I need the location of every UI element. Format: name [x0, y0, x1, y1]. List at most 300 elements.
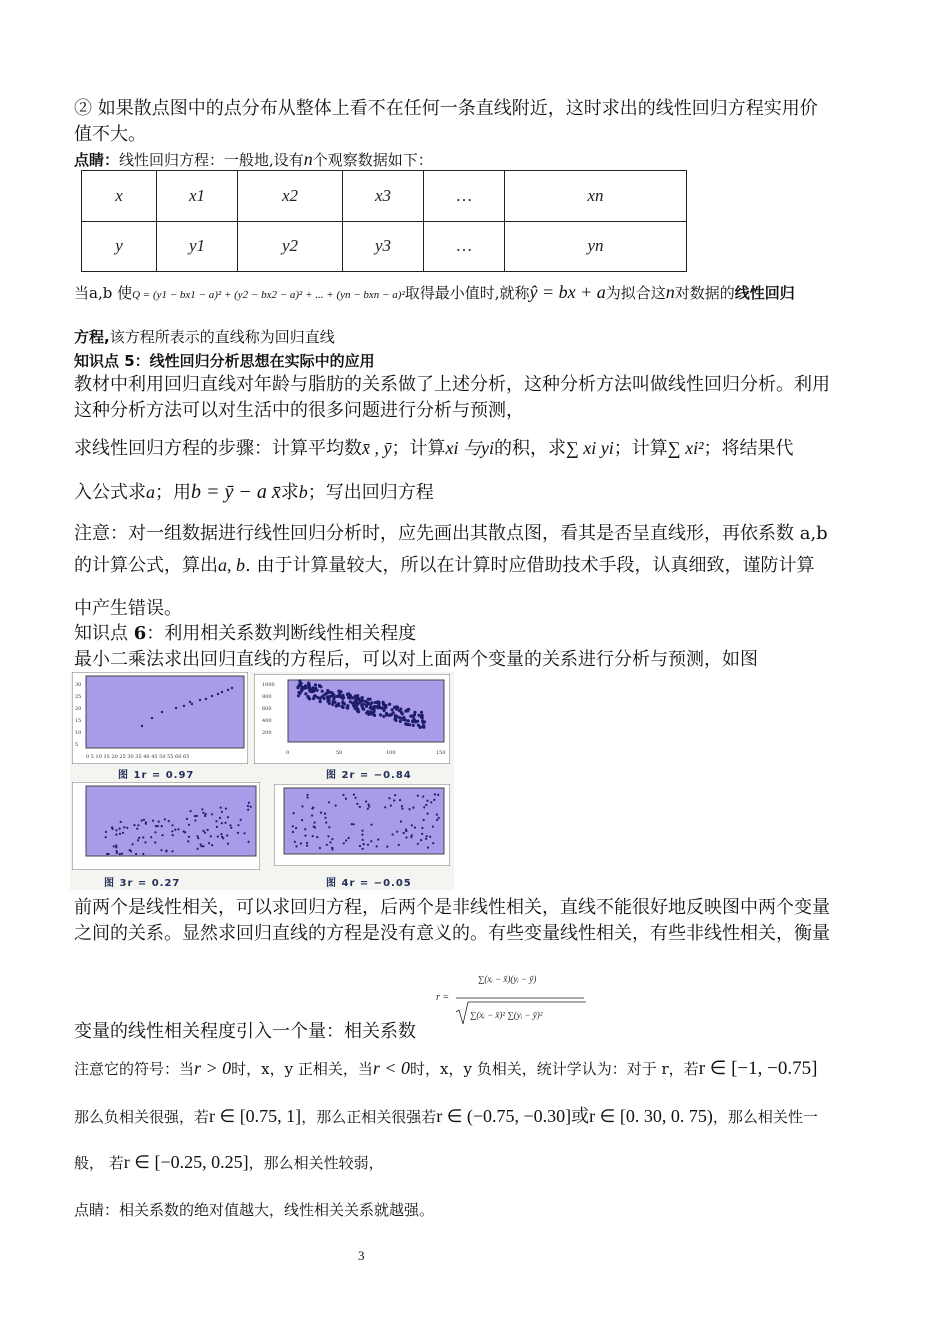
scatter-point [331, 703, 334, 706]
table-cell: x1 [157, 171, 238, 222]
scatter-point [392, 711, 395, 714]
tick-label: 30 [75, 682, 82, 688]
scatter-point [412, 724, 415, 727]
scatter-point [437, 794, 439, 796]
scatter-point [230, 827, 232, 829]
formula-means: x̄ , ȳ [362, 438, 392, 458]
scatter-point [145, 823, 147, 825]
scatter-point [327, 835, 329, 837]
scatter-point [116, 850, 118, 852]
scatter-point [386, 846, 388, 848]
scatter-point [407, 719, 410, 722]
scatter-point [423, 819, 425, 821]
text: 注意它的符号：当 [74, 1060, 195, 1078]
scatter-point [360, 697, 363, 700]
definition-line [74, 282, 795, 305]
scatter-point [356, 694, 359, 697]
paragraph-line: 变量的线性相关程度引入一个量：相关系数 [74, 1021, 416, 1042]
scatter-point [189, 701, 191, 703]
scatter-point [296, 686, 299, 689]
svg-text:r =: r = [436, 992, 450, 1003]
scatter-point [434, 793, 436, 795]
scatter-point [367, 808, 369, 810]
scatter-point [346, 693, 349, 696]
scatter-point [323, 697, 326, 700]
scatter-point [351, 696, 354, 699]
scatter-point [401, 805, 403, 807]
scatter-point [326, 695, 329, 698]
text: ：利用相关系数判断线性相关程度 [146, 623, 417, 644]
scatter-point [197, 848, 199, 850]
figure-caption: 图 4r = −0.05 [326, 878, 412, 889]
scatter-point [329, 695, 332, 698]
scatter-point [123, 826, 125, 828]
scatter-point [171, 850, 173, 852]
scatter-point [142, 853, 144, 855]
formula-r-graphic [434, 962, 590, 1032]
scatter-point [436, 819, 438, 821]
scatter-point [343, 842, 345, 844]
var-n: n [303, 149, 313, 169]
tick-label: 5 [75, 742, 79, 748]
figure-caption: 图 3r = 0.27 [104, 878, 181, 889]
scatter-point [133, 824, 135, 826]
scatter-point [204, 815, 206, 817]
scatter-point [354, 699, 357, 702]
text: ；计算 [391, 438, 446, 459]
scatter-point [377, 839, 379, 841]
term-bold: 线性回归 [734, 284, 795, 302]
scatter-point [429, 836, 431, 838]
scatter-point [421, 721, 424, 724]
scatter-point [349, 700, 352, 703]
scatter-point [171, 824, 173, 826]
x-tick-labels: 0 5 10 15 20 25 30 35 40 45 50 55 60 65 [86, 754, 190, 760]
scatter-point [368, 805, 370, 807]
scatter-point [132, 843, 134, 845]
scatter-point [201, 808, 203, 810]
text: . 由于计算量较大，所以在计算时应借助技术手段，认真细致，谨防计算 [245, 555, 815, 576]
scatter-point [194, 819, 196, 821]
var-b: b [298, 482, 308, 502]
note-text: 线性回归方程：一般地,设有 [119, 151, 304, 169]
scatter-point [414, 720, 417, 723]
scatter-point [393, 799, 395, 801]
scatter-point [422, 796, 424, 798]
paragraph-line: 最小二乘法求出回归直线的方程后，可以对上面两个变量的关系进行分析与预测，如图 [74, 649, 758, 670]
scatter-point [384, 806, 386, 808]
scatter-point [306, 845, 308, 847]
scatter-point [417, 724, 420, 727]
scatter-point [384, 706, 387, 709]
scatter-point [316, 836, 318, 838]
text: 的积，求 [493, 438, 566, 459]
scatter-point [247, 805, 249, 807]
scatter-point [319, 700, 322, 703]
scatter-plot-2 [254, 674, 450, 764]
scatter-point [362, 848, 364, 850]
scatter-point [400, 820, 402, 822]
steps-line [74, 436, 794, 461]
scatter-point [365, 711, 368, 714]
note-label: 点睛： [74, 1201, 120, 1219]
scatter-point [312, 835, 314, 837]
scatter-point [361, 704, 364, 707]
scatter-point [314, 822, 316, 824]
scatter-point [231, 687, 233, 689]
scatter-point [199, 699, 201, 701]
scatter-point [376, 701, 379, 704]
figure-caption: 图 1r = 0.97 [118, 770, 195, 781]
tick-label: 100 [386, 750, 396, 756]
condition-r-pos: r > 0 [194, 1058, 232, 1078]
scatter-point [154, 831, 156, 833]
formula-xi-yi: xi 与yi [445, 438, 494, 458]
scatter-point [221, 822, 223, 824]
text: 求 [280, 482, 299, 503]
sign-line [74, 1106, 818, 1127]
scatter-point [174, 829, 176, 831]
tick-label: 1000 [262, 682, 275, 688]
scatter-point [121, 853, 123, 855]
scatter-point [211, 695, 213, 697]
scatter-point [304, 835, 306, 837]
tick-label: 50 [336, 750, 343, 756]
scatter-point [338, 694, 341, 697]
scatter-point [190, 810, 192, 812]
scatter-point [154, 841, 156, 843]
term-bold: 方程, [74, 328, 110, 346]
tick-label: 400 [262, 718, 272, 724]
section-heading [74, 622, 416, 646]
scatter-point [352, 704, 355, 707]
scatter-point [357, 698, 360, 701]
scatter-point [115, 844, 117, 846]
table-cell: y2 [238, 221, 343, 272]
svg-text:∑(xᵢ − x̄)² ∑(yᵢ − ȳ)²: ∑(xᵢ − x̄)² ∑(yᵢ − ȳ)² [470, 1010, 543, 1020]
scatter-point [420, 711, 423, 714]
scatter-point [345, 839, 347, 841]
scatter-point [388, 714, 391, 717]
scatter-point [142, 836, 144, 838]
scatter-point [314, 694, 317, 697]
scatter-point [211, 813, 213, 815]
text: 求线性回归方程的步骤：计算平均数 [74, 438, 362, 459]
scatter-point [423, 806, 425, 808]
paragraph-line: 这种分析方法可以对生活中的很多问题进行分析与预测， [74, 400, 524, 421]
scatter-point [115, 834, 117, 836]
scatter-point [348, 837, 350, 839]
scatter-point [292, 825, 294, 827]
scatter-plot-1 [72, 672, 248, 764]
scatter-point [129, 849, 131, 851]
scatter-point [367, 698, 370, 701]
scatter-point [361, 834, 363, 836]
scatter-point [390, 805, 392, 807]
tick-label: 150 [436, 750, 446, 756]
scatter-point [401, 808, 403, 810]
scatter-point [210, 835, 212, 837]
paragraph-line: 前两个是线性相关，可以求回归方程，后两个是非线性相关，直线不能很好地反映图中两个变量 [74, 897, 830, 918]
scatter-point [188, 836, 190, 838]
scatter-point [394, 794, 396, 796]
scatter-point [137, 824, 139, 826]
scatter-point [237, 824, 239, 826]
text: ；用 [155, 482, 191, 503]
scatter-point [205, 813, 207, 815]
condition-r-neg: r < 0 [372, 1058, 411, 1078]
scatter-point [299, 692, 302, 695]
paragraph-line [74, 553, 814, 578]
scatter-point [240, 819, 242, 821]
scatter-point [417, 795, 419, 797]
scatter-point [300, 688, 303, 691]
table-cell: y [82, 221, 157, 272]
scatter-point [326, 844, 328, 846]
formula-sum-xy: ∑ xi yi [565, 438, 614, 458]
scatter-point [421, 833, 423, 835]
text: 为拟合这 [605, 284, 666, 302]
scatter-point [243, 832, 245, 834]
scatter-point [432, 826, 434, 828]
scatter-point [320, 812, 322, 814]
scatter-point [161, 825, 163, 827]
scatter-point [183, 705, 185, 707]
scatter-point [295, 827, 297, 829]
scatter-point [436, 814, 438, 816]
scatter-point [332, 700, 335, 703]
scatter-point [202, 812, 204, 814]
scatter-point [250, 806, 252, 808]
formula-yhat: ŷ = bx + a [529, 282, 606, 302]
scatter-point [356, 708, 359, 711]
table-cell: … [424, 171, 505, 222]
scatter-point [144, 841, 146, 843]
scatter-point [311, 814, 313, 816]
text: ，那么相关性较弱， [248, 1154, 384, 1172]
scatter-point [363, 843, 365, 845]
scatter-point [321, 690, 324, 693]
var-a: a [146, 482, 155, 502]
text: ；计算 [613, 438, 668, 459]
scatter-point [306, 842, 308, 844]
scatter-point [105, 831, 107, 833]
scatter-point [295, 845, 297, 847]
text: 该方程所表示的直线称为回归直线 [109, 328, 335, 346]
scatter-point [432, 842, 434, 844]
scatter-point [382, 701, 385, 704]
scatter-point [141, 819, 143, 821]
scatter-point [126, 827, 128, 829]
scatter-point [379, 706, 382, 709]
scatter-point [324, 817, 326, 819]
scatter-point [215, 820, 217, 822]
scatter-point [337, 704, 340, 707]
table-cell: x3 [343, 171, 424, 222]
scatter-point [392, 833, 394, 835]
scatter-point [328, 801, 330, 803]
scatter-point [229, 824, 231, 826]
scatter-point [304, 828, 306, 830]
scatter-point [151, 717, 153, 719]
scatter-point [227, 843, 229, 845]
scatter-point [119, 828, 121, 830]
scatter-point [341, 701, 344, 704]
scatter-point [405, 830, 407, 832]
scatter-point [220, 833, 222, 835]
scatter-point [426, 800, 428, 802]
scatter-point [319, 847, 321, 849]
tick-label: 15 [75, 718, 82, 724]
tick-label: 25 [75, 694, 82, 700]
scatter-point [364, 700, 367, 703]
scatter-point [150, 836, 152, 838]
scatter-point [422, 726, 425, 729]
paragraph-line: 注意：对一组数据进行线性回归分析时，应先画出其散点图，看其是否呈直线形，再依系数 a,b [74, 523, 828, 544]
observation-table [81, 170, 687, 272]
scatter-point [297, 694, 300, 697]
scatter-point [191, 703, 193, 705]
scatter-point [308, 690, 311, 693]
scatter-point [421, 827, 423, 829]
range-strong-negative: r ∈ [−1, −0.75] [698, 1058, 818, 1079]
table-cell: … [424, 221, 505, 272]
scatter-point [135, 853, 137, 855]
scatter-point [227, 689, 229, 691]
scatter-point [420, 839, 422, 841]
scatter-point [411, 719, 414, 722]
scatter-point [355, 797, 357, 799]
scatter-point [119, 833, 121, 835]
figure-caption: 图 2r = −0.84 [326, 770, 412, 781]
paragraph-line: ② 如果散点图中的点分布从整体上看不在任何一条直线附近，这时求出的线性回归方程实用价 [74, 98, 818, 119]
scatter-point [427, 813, 429, 815]
scatter-point [362, 839, 364, 841]
scatter-point [141, 725, 143, 727]
range-strong-positive: r ∈ [0.75, 1] [209, 1106, 302, 1126]
scatter-point [411, 824, 413, 826]
table-cell: y3 [343, 221, 424, 272]
scatter-point [342, 706, 345, 709]
scatter-point [314, 683, 317, 686]
scatter-point [438, 817, 440, 819]
scatter-point [425, 838, 427, 840]
scatter-point [138, 837, 140, 839]
scatter-point [221, 691, 223, 693]
table-row [82, 221, 687, 272]
scatter-point [417, 843, 419, 845]
text: 那么负相关很强，若 [74, 1108, 210, 1126]
text: 对数据的 [674, 284, 735, 302]
scatter-point [335, 804, 337, 806]
scatter-point [427, 847, 429, 849]
formula-sum-x2: ∑ xi² [667, 438, 704, 458]
scatter-point [115, 846, 117, 848]
text: 入公式求 [74, 482, 146, 503]
scatter-point [369, 710, 372, 713]
tick-label: 20 [75, 706, 82, 712]
scatter-point [188, 824, 190, 826]
scatter-point [205, 698, 207, 700]
paragraph-line: 中产生错误。 [74, 598, 182, 619]
scatter-point [186, 818, 188, 820]
scatter-point [325, 821, 327, 823]
definition-line [74, 327, 335, 347]
scatter-point [367, 844, 369, 846]
var-ab: a, b [218, 555, 245, 575]
scatter-point [306, 794, 308, 796]
scatter-point [382, 715, 385, 718]
paragraph-line: 之间的关系。显然求回归直线的方程是没有意义的。有些变量线性相关，有些非线性相关，衡量 [74, 923, 830, 944]
scatter-point [356, 803, 358, 805]
var-n: n [665, 282, 675, 302]
scatter-point [164, 818, 166, 820]
scatter-point [324, 813, 326, 815]
formula-b: b = ȳ − a x̄ [191, 481, 281, 503]
scatter-point [200, 843, 202, 845]
scatter-point [161, 711, 163, 713]
text: 知识点 [74, 623, 134, 644]
scatter-point [220, 807, 222, 809]
scatter-point [137, 839, 139, 841]
page-number: 3 [358, 1248, 365, 1263]
scatter-point [293, 812, 295, 814]
scatter-point [370, 840, 372, 842]
scatter-point [248, 841, 250, 843]
scatter-point [301, 805, 303, 807]
range-moderate: r ∈ (−0.75, −0.30]或r ∈ [0. 30, 0. 75) [436, 1106, 713, 1126]
scatter-point [168, 820, 170, 822]
range-weak: r ∈ [−0.25, 0.25] [123, 1152, 249, 1172]
scatter-point [111, 826, 113, 828]
scatter-point [207, 829, 209, 831]
note-text: 相关系数的绝对值越大，线性相关关系就越强。 [119, 1201, 435, 1219]
scatter-point [221, 836, 223, 838]
scatter-point [196, 815, 198, 817]
scatter-point [221, 811, 223, 813]
scatter-point [202, 830, 204, 832]
scatter-point [106, 853, 108, 855]
scatter-point [115, 829, 117, 831]
scatter-point [328, 702, 331, 705]
scatter-point [202, 845, 204, 847]
scatter-point [294, 841, 296, 843]
paragraph-line: 教材中利用回归直线对年龄与脂肪的关系做了上述分析，这种分析方法叫做线性回归分析。利用 [74, 374, 830, 395]
scatter-point [351, 823, 353, 825]
scatter-point [331, 838, 333, 840]
sign-line [74, 1058, 817, 1079]
scatter-point [332, 693, 335, 696]
scatter-point [172, 834, 174, 836]
scatter-point [219, 817, 221, 819]
scatter-point [204, 832, 206, 834]
text: 的计算公式，算出 [74, 555, 218, 576]
scatter-point [368, 803, 370, 805]
note-line [74, 149, 433, 170]
scatter-point [359, 845, 361, 847]
scatter-point [388, 797, 390, 799]
scatter-point [398, 844, 400, 846]
scatter-point [211, 844, 213, 846]
scatter-point [300, 842, 302, 844]
scatter-point [217, 693, 219, 695]
scatter-point [405, 836, 407, 838]
scatter-point [399, 720, 402, 723]
scatter-point [345, 798, 347, 800]
text: 般， 若 [74, 1154, 124, 1172]
scatter-point [304, 692, 307, 695]
scatter-point [370, 824, 372, 826]
